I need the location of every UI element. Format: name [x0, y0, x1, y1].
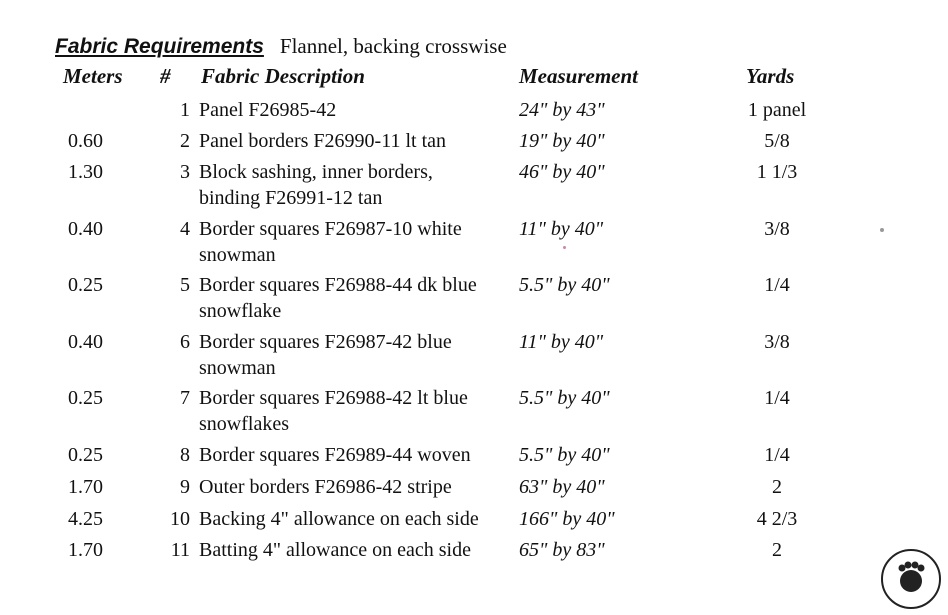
meters-cell: 0.40	[68, 331, 103, 353]
description-cell-line2: snowflake	[199, 300, 282, 322]
number-cell: 3	[180, 161, 190, 183]
number-cell: 8	[180, 444, 190, 466]
description-cell: Border squares F26987-42 blue	[199, 331, 452, 353]
meters-cell: 0.25	[68, 387, 103, 409]
description-cell: Border squares F26989-44 woven	[199, 444, 471, 466]
meters-cell: 1.70	[68, 539, 103, 561]
number-cell: 2	[180, 130, 190, 152]
number-cell: 10	[170, 508, 190, 530]
description-cell: Panel borders F26990-11 lt tan	[199, 130, 447, 152]
scan-speck	[880, 228, 884, 232]
description-cell: Block sashing, inner borders,	[199, 161, 433, 183]
description-cell: Border squares F26988-42 lt blue	[199, 387, 468, 409]
number-cell: 5	[180, 274, 190, 296]
description-cell-line2: snowman	[199, 244, 276, 266]
description-cell: Outer borders F26986-42 stripe	[199, 476, 452, 498]
measurement-cell: 24" by 43"	[519, 99, 605, 121]
yards-cell: 3/8	[764, 331, 790, 353]
number-cell: 1	[180, 99, 190, 121]
meters-cell: 1.30	[68, 161, 103, 183]
measurement-cell: 19" by 40"	[519, 130, 605, 152]
description-cell: Border squares F26988-44 dk blue	[199, 274, 477, 296]
yards-cell: 1/4	[764, 387, 790, 409]
header-meters: Meters	[63, 64, 123, 88]
measurement-cell: 11" by 40"	[519, 331, 604, 353]
yards-cell: 2	[772, 476, 782, 498]
measurement-cell: 5.5" by 40"	[519, 444, 610, 466]
page-title: Fabric Requirements	[55, 35, 264, 58]
header-measurement: Measurement	[519, 64, 639, 88]
yards-cell: 1 1/3	[756, 161, 798, 183]
yards-cell: 1 panel	[747, 99, 807, 121]
description-cell-line2: snowflakes	[199, 413, 289, 435]
yards-cell: 3/8	[764, 218, 790, 240]
scan-speck	[563, 246, 566, 249]
header-yards: Yards	[746, 64, 795, 88]
header-number: #	[160, 64, 171, 88]
description-cell: Backing 4" allowance on each side	[199, 508, 479, 530]
description-cell-line2: snowman	[199, 357, 276, 379]
number-cell: 9	[180, 476, 190, 498]
meters-cell: 1.70	[68, 476, 103, 498]
measurement-cell: 11" by 40"	[519, 218, 604, 240]
number-cell: 4	[180, 218, 190, 240]
meters-cell: 0.60	[68, 130, 103, 152]
meters-cell: 0.40	[68, 218, 103, 240]
measurement-cell: 5.5" by 40"	[519, 387, 610, 409]
yards-cell: 5/8	[764, 130, 790, 152]
meters-cell: 4.25	[68, 508, 103, 530]
description-cell-line2: binding F26991-12 tan	[199, 187, 383, 209]
meters-cell: 0.25	[68, 274, 103, 296]
number-cell: 6	[180, 331, 190, 353]
measurement-cell: 166" by 40"	[519, 508, 615, 530]
meters-cell: 0.25	[68, 444, 103, 466]
measurement-cell: 5.5" by 40"	[519, 274, 610, 296]
description-cell: Panel F26985-42	[199, 99, 337, 121]
page-subtitle: Flannel, backing crosswise	[279, 34, 507, 58]
yards-cell: 2	[772, 539, 782, 561]
title-row	[55, 34, 507, 59]
yards-cell: 1/4	[764, 274, 790, 296]
measurement-cell: 63" by 40"	[519, 476, 605, 498]
yards-cell: 4 2/3	[756, 508, 798, 530]
description-cell: Border squares F26987-10 white	[199, 218, 462, 240]
measurement-cell: 46" by 40"	[519, 161, 605, 183]
yards-cell: 1/4	[764, 444, 790, 466]
description-cell: Batting 4" allowance on each side	[199, 539, 471, 561]
header-description: Fabric Description	[201, 64, 365, 88]
number-cell: 11	[170, 539, 190, 561]
number-cell: 7	[180, 387, 190, 409]
measurement-cell: 65" by 83"	[519, 539, 605, 561]
